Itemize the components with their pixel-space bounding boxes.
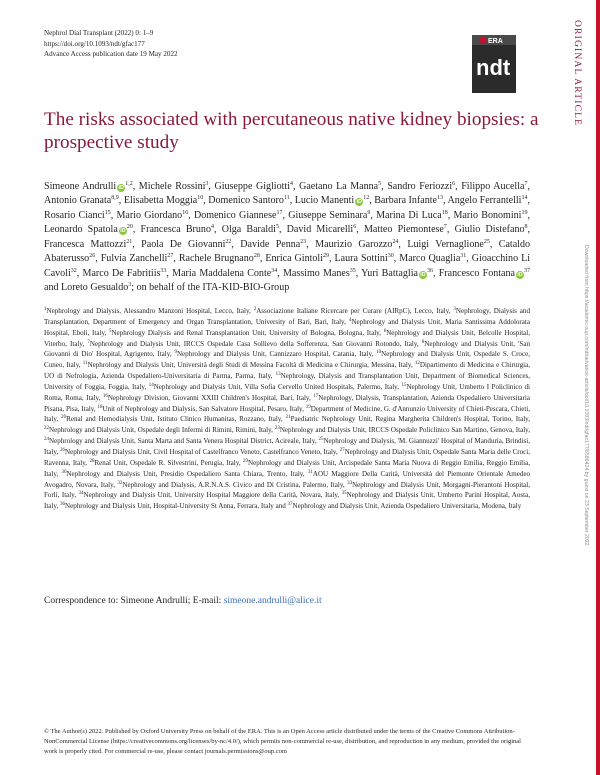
affiliation-number: 32 (117, 480, 123, 486)
affiliation-text: Nephrology and Dialysis Unit, Hospital-University St Anna, Ferrara, Italy and (64, 502, 288, 511)
accent-bar (596, 0, 600, 775)
author-name: Antonio Granata (44, 195, 112, 207)
affiliation-text: Renal and Hemodialysis Unit, Istituto Clinico Humanitas, Rozzano, Italy, (66, 415, 286, 424)
author-affiliation-ref: 6 (353, 224, 357, 231)
correspondence-email-link[interactable]: simeone.andrulli@alice.it (223, 596, 322, 606)
affiliation-number: 11 (82, 361, 88, 367)
affiliation-number: 16 (102, 393, 108, 399)
affiliation-text: Unit of Nephrology and Dialysis, San Salvatore Hospital, Pesaro, Italy, (102, 404, 306, 413)
copyright-footer: © The Author(s) 2022. Published by Oxford University Press on behalf of the ERA. This is an Open Access article distributed under the terms of the Creative Commons Attribution-NonCommercial License (https://creativecommons.org/licenses/by-nc/4.0/), which permits non-commercial re-use, distribution, and reproduction in any medium, provided the original work is properly cited. For commercial re-use, please contact journals.permissions@oup.com (44, 728, 521, 755)
affiliation-number: 17 (313, 393, 319, 399)
author-name: Giuseppe Gigliotti (214, 181, 290, 192)
orcid-icon[interactable]: iD (118, 185, 124, 191)
orcid-icon[interactable]: iD (120, 228, 126, 235)
author-affiliation-ref: 20 (126, 224, 133, 231)
author-affiliation-ref: 12 (363, 195, 370, 202)
author-affiliation-ref: 7 (443, 224, 447, 231)
orcid-icon[interactable]: iD (517, 271, 523, 278)
affiliation-number: 28 (89, 458, 95, 464)
author-affiliation-ref: 37 (524, 267, 531, 274)
affiliation-text: Nephrology and Dialysis Unit, Università degli Studi di Messina Facoltà di Medicina e Chirurgia, Messina, Italy, (87, 361, 415, 370)
affiliation-number: 13 (275, 372, 281, 378)
author-affiliation-ref: 17 (276, 209, 283, 216)
affiliation-text: Department of Medicine, G. d'Annunzio University of Chieti-Pescara, Chieti, Italy, (44, 404, 530, 424)
affiliation-text: Renal Unit, Ospedale R. Silvestrini, Perugia, Italy, (94, 458, 243, 467)
affiliation-number: 31 (307, 469, 313, 475)
author-name: Laura Sottini (334, 253, 388, 265)
author-affiliation-ref: 35 (349, 267, 356, 274)
affiliation-text: Nephrology and Dialysis Unit, Cannizzaro Hospital, Catania, Italy, (176, 350, 377, 359)
author-affiliation-ref: 23 (300, 238, 307, 245)
author-name: Leonardo Spatola (44, 224, 118, 236)
author-affiliation-ref: 36 (426, 267, 433, 274)
affiliation-text: Nephrology and Dialysis Unit, Morgagni-Pierantoni Hospital, Forlì, Italy, (44, 480, 531, 500)
author-name: Gioacchino Li Cavoli (44, 253, 531, 279)
author-group: on behalf of the ITA-KID-BIO-Group (136, 282, 290, 294)
author-affiliation-ref: 6 (452, 181, 456, 187)
affiliation-text: Nephrology Division, Giovanni XXIII Children's Hospital, Bari, Italy, (107, 393, 314, 402)
author-affiliation-ref: 19 (521, 209, 528, 216)
author-name: Enrica Gintoli (265, 253, 324, 265)
author-name: Massimo Manes (282, 267, 350, 279)
affiliation-number: 15 (401, 382, 407, 388)
author-affiliation-ref: 18 (441, 209, 448, 216)
author-affiliation-ref: 4 (290, 181, 293, 187)
affiliation-number: 9 (174, 350, 177, 356)
affiliation-number: 5 (108, 328, 112, 334)
affiliation-text: Associazione Italiane Ricercare per Curare (AIRpC), Lecco, Italy, (256, 307, 454, 315)
affiliation-number: 3 (453, 307, 456, 312)
affiliation-text: Nephrology, Dialysis and Transplantation, Department of Emergency and Organ Transplantation, University of Bari, Bari, Italy, (44, 307, 530, 326)
author-affiliation-ref: 22 (225, 238, 232, 245)
affiliation-number: 20 (61, 415, 67, 421)
author-name: Michele Rossini (138, 181, 206, 192)
affiliation-text: Nephrology and Dialysis Unit, Arcispedale Santa Maria Nuova di Reggio Emilia, Reggio Emilia, Italy, (44, 458, 530, 478)
orcid-icon[interactable]: iD (356, 199, 362, 206)
author-name: Francesca Mattozzi (44, 238, 127, 250)
author-name: Luigi Vernaglione (407, 238, 484, 250)
author-affiliation-ref: 10 (197, 195, 204, 202)
journal-citation: Nephrol Dial Transplant (2022) 0: 1–9 (44, 29, 154, 37)
author-affiliation-ref: 1,2 (125, 181, 133, 187)
affiliation-text: Nephrology and Dialysis Unit, University Hospital Maggiore della Carità, Novara, Italy, (83, 491, 342, 500)
affiliation-text: Nephrology and Dialysis Unit, Umberto Parini Hospital, Aosta, Italy, (44, 491, 530, 511)
author-name: Elisabetta Moggia (123, 195, 198, 207)
author-name: Domenico Santoro (208, 195, 284, 207)
ndt-journal-logo (468, 35, 520, 93)
affiliation-number: 19 (305, 404, 311, 410)
affiliation-number: 26 (60, 447, 66, 453)
affiliation-text: Nephrology and Dialysis Unit, Ospedale S. Croce, Cuneo, Italy, (44, 350, 530, 370)
affiliation-number: 29 (243, 458, 248, 464)
affiliation-text: Dipartimento di Medicina e Chirurgia, UO di Nefrologia, Azienda Ospedaliero-Universitaria di Parma, Parma, Italy, (44, 361, 531, 381)
author-name: Fulvia Zanchelli (100, 253, 168, 265)
affiliation-list (44, 306, 530, 512)
affiliation-number: 33 (347, 480, 353, 486)
author-name: Filippo Aucella (461, 181, 525, 192)
affiliation-number: 14 (148, 382, 154, 388)
author-affiliation-ref: 7 (524, 181, 528, 187)
affiliation-text: Nephrology and Dialysis Unit, Civil Hospital of Castelfranco Veneto, Castelfranco Veneto, Italy, (65, 447, 340, 456)
affiliation-number: 35 (341, 491, 347, 497)
author-name: Marina Di Luca (376, 209, 442, 221)
author-affiliation-ref: 3 (205, 181, 209, 187)
author-affiliation-ref: 26 (89, 253, 96, 260)
author-name: Maria Maddalena Conte (172, 267, 272, 279)
author-name: Marco Quaglia (399, 253, 461, 265)
affiliation-number: 6 (383, 328, 387, 334)
affiliation-text: AOU Maggiore Della Carità, Università del Piemonte Orientale Amedeo Avogadro, Novara, Italy, (44, 469, 531, 489)
author-affiliation-ref: 29 (323, 253, 330, 260)
author-affiliation-ref: 21 (126, 238, 133, 245)
advance-access-date: Advance Access publication date 19 May 2022 (44, 50, 178, 59)
author-name: Mario Bonomini (453, 209, 522, 221)
affiliation-number: 8 (421, 339, 425, 345)
affiliation-text: Nephrology and Dialysis Unit, Santa Marta and Santa Venera Hospital District, Acireale, Italy, (49, 437, 319, 446)
author-affiliation-ref: 5 (378, 181, 382, 187)
affiliation-number: 21 (285, 415, 291, 421)
author-name: Cataldo Abaterusso (44, 238, 531, 265)
author-name: Olga Baraldi (221, 224, 276, 236)
author-affiliation-ref: 4 (210, 224, 214, 231)
author-name: David Micarelli (286, 224, 354, 236)
affiliation-number: 23 (274, 426, 280, 432)
author-affiliation-ref: 8,9 (111, 195, 119, 202)
affiliation-number: 7 (87, 339, 90, 345)
affiliation-number: 10 (376, 350, 382, 356)
affiliation-number: 2 (253, 307, 257, 312)
affiliation-text: Paediatric Nephrology Unit, Regina Margherita Children's Hospital, Torino, Italy, (290, 415, 531, 424)
author-name: Maurizio Garozzo (315, 238, 393, 250)
affiliation-text: Nephrology and Dialysis, 'M. Giannuzzi' Hospital of Manduria, Brindisi, Italy, (44, 437, 530, 456)
author-name: Barbara Infante (374, 195, 438, 207)
author-name: Francesco Fontana (438, 267, 516, 279)
author-affiliation-ref: 9 (367, 209, 371, 216)
author-name: Gaetano La Manna (299, 181, 379, 192)
affiliation-text: Nephrology and Dialysis Unit, IRCCS Ospedale Casa Sollievo della Sofferenza, San Giovanni Rotondo, Italy, (89, 339, 422, 348)
download-watermark[interactable]: Downloaded from https://academic.oup.com/ndt/advance-article/doi/10.1093/ndt/gfac177/6586424 by guest on 23 September 2022 (583, 245, 589, 546)
orcid-icon[interactable]: iD (420, 271, 426, 278)
author-name: Rachele Brugnano (178, 253, 254, 265)
author-name: Marco De Fabritiis (82, 267, 161, 279)
author-affiliation-ref: 14 (521, 195, 528, 202)
author-name: Lucio Manenti (294, 195, 355, 207)
doi-link[interactable]: https://doi.org/10.1093/ndt/gfac177 (44, 39, 145, 48)
correspondence (44, 595, 322, 608)
affiliation-number: 37 (287, 502, 293, 508)
affiliation-text: Nephrology, Dialysis and Transplantation Unit, Department of Biomedical Sciences, University of Foggia, Foggia, Italy, (44, 372, 530, 391)
author-name: Sandro Feriozzi (387, 181, 453, 192)
author-affiliation-ref: 5 (275, 224, 279, 231)
author-name: Francesca Bruno (140, 224, 211, 236)
affiliation-text: Nephrology and Dialysis Unit, Maria Santissima Addolorata Hospital, Eboli, Italy, (44, 317, 530, 337)
affiliation-text: Nephrology and Dialysis Unit, Ospedale Santa Maria delle Croci, Ravenna, Italy, (44, 447, 531, 467)
affiliation-number: 24 (44, 437, 49, 443)
author-name: Paola De Giovanni (141, 238, 226, 250)
affiliation-number: 18 (97, 404, 103, 410)
article-title: The risks associated with percutaneous native kidney biopsies: a prospective study (44, 109, 539, 153)
author-name: Simeone Andrulli (44, 181, 117, 192)
journal-header (44, 28, 178, 60)
author-affiliation-ref: 28 (253, 253, 260, 260)
author-name: Yuri Battaglia (361, 267, 418, 279)
article-type-label: ORIGINAL ARTICLE (572, 20, 582, 127)
affiliation-number: 34 (78, 491, 84, 497)
author-affiliation-ref: 30 (387, 253, 394, 260)
author-affiliation-ref: 15 (104, 209, 111, 216)
author-affiliation-ref: 16 (182, 209, 189, 216)
author-affiliation-ref: 32 (70, 267, 77, 274)
author-name: Rosario Cianci (44, 209, 105, 221)
affiliation-number: 36 (59, 502, 65, 508)
affiliation-number: 12 (414, 361, 420, 367)
affiliation-text: Nephrology and Dialysis Unit, IRCCS Ospedale Policlinico San Martino, Genova, Italy, (279, 426, 530, 435)
affiliation-number: 22 (44, 426, 49, 432)
affiliation-number: 25 (318, 437, 324, 443)
author-affiliation-ref: 24 (392, 238, 399, 245)
affiliation-text: Nephrology, Dialysis, Transplantation, Azienda Ospedaliero Universitaria Pisana, Pisa, Italy, (44, 393, 530, 413)
author-name: Mario Giordano (116, 209, 183, 221)
affiliation-number: 30 (61, 469, 67, 475)
affiliation-text: Nephrology Unit, Umberto I Policlinico di Roma, Roma, Italy, (44, 382, 530, 402)
affiliation-number: 27 (339, 447, 345, 453)
affiliation-text: Nephrology and Dialysis Unit, Villa Sofia Cervello United Hospitals, Palermo, Italy, (153, 382, 402, 391)
author-name: Matteo Piemontese (363, 224, 444, 236)
affiliation-number: 1 (44, 307, 47, 312)
affiliation-text: Nephrology and Dialysis Unit, Azienda Ospedaliero Universitaria, Modena, Italy (292, 502, 522, 511)
correspondence-label: Correspondence to: Simeone Andrulli; E-mail: (44, 596, 224, 606)
author-name: Davide Penna (240, 238, 301, 250)
author-affiliation-ref: 34 (271, 267, 278, 274)
author-affiliation-ref: 13 (437, 195, 444, 202)
author-affiliation-ref: 25 (483, 238, 490, 245)
author-affiliation-ref: 3 (128, 282, 132, 289)
author-name: Giulio Distefano (454, 224, 525, 236)
affiliation-text: Nephrology and Dialysis Unit, 'San Giovanni di Dio' Hospital, Agrigento, Italy, (44, 339, 530, 359)
author-name: Domenico Giannese (193, 209, 277, 221)
affiliation-text: Nephrology and Dialysis, Alessandro Manzoni Hospital, Lecco, Italy, (46, 307, 254, 315)
author-affiliation-ref: 27 (167, 253, 174, 260)
affiliation-text: Nephrology and Dialysis Unit, Ospedale degli Infermi di Rimini, Rimini, Italy, (49, 426, 275, 435)
author-affiliation-ref: 31 (460, 253, 467, 260)
author-list: Simeone Andrulli iD$^{1,2}$, Michele Rossini$^3$, Giuseppe Gigliotti$^4$, Gaetano La Manna$^5$, Sandro Feriozzi$^6$, Filippo Aucella$^7$, Antonio Granata$^{8,9}$, Elisabetta Moggia$^{10}$, Domenico Santoro$^{11}$, Lucio Manenti $iD^{12}$, Barbara Infante$^{13}$, Angelo Ferrantelli$^{14}$, Rosario Cianci$^{15}$, Mario Giordano$^{16}$, Domenico Giannese$^{17}$, Giuseppe Seminara$^9$, Marina Di Luca$^{18}$, Mario Bonomini$^{19}$, Leonardo Spatola $iD^{20}$, Francesca Bruno$^4$, Olga Baraldi$^5$, David Micarelli$^6$, Matteo Piemontese$^7$, Giulio Distefano$^8$, Francesca Mattozzi$^{21}$, Paola De Giovanni$^{22}$, Davide Penna$^{23}$, Maurizio Garozzo$^{24}$, Luigi Vernaglione$^{25}$, Cataldo Abaterusso$^{26}$, Fulvia Zanchelli$^{27}$, Rachele Brugnano$^{28}$, Enrica Gintoli$^{29}$, Laura Sottini$^{30}$, Marco Quaglia$^{31}$, Gioacchino Li Cavoli$^{32}$, Marco De Fabritiis$^{33}$, Maria Maddalena Conte$^{34}$, Massimo Manes$^{35}$, Yuri Battaglia $iD^{36}$, Francesco Fontana $iD^{37}$ and Loreto Gesualdo$^3$; on behalf of the ITA-KID-BIO-Group (44, 181, 531, 294)
affiliation-text: Nephrology and Dialysis Unit, Belcolle Hospital, Viterbo, Italy, (44, 328, 531, 348)
logo-ndt-text: ndt (476, 55, 511, 80)
author-name: Giuseppe Seminara (288, 209, 368, 221)
author-affiliation-ref: 11 (283, 195, 290, 202)
author-affiliation-ref: 33 (160, 267, 167, 274)
logo-era-text: ERA (488, 38, 503, 45)
affiliation-number: 4 (348, 317, 352, 323)
author-affiliation-ref: 8 (524, 224, 528, 231)
affiliation-text: Nephrology and Dialysis Unit, Presidio Ospedaliero Santa Chiara, Trento, Italy, (66, 469, 308, 478)
affiliation-text: Nephrology Dialysis and Renal Transplantation Unit, University of Bologna, Bologna, Italy, (111, 328, 384, 337)
author-name: Loreto Gesualdo (61, 282, 129, 294)
affiliation-text: Nephrology and Dialysis, A.R.N.A.S. Civico and Di Cristina, Palermo, Italy, (122, 480, 348, 489)
author-name: Angelo Ferrantelli (447, 195, 522, 207)
